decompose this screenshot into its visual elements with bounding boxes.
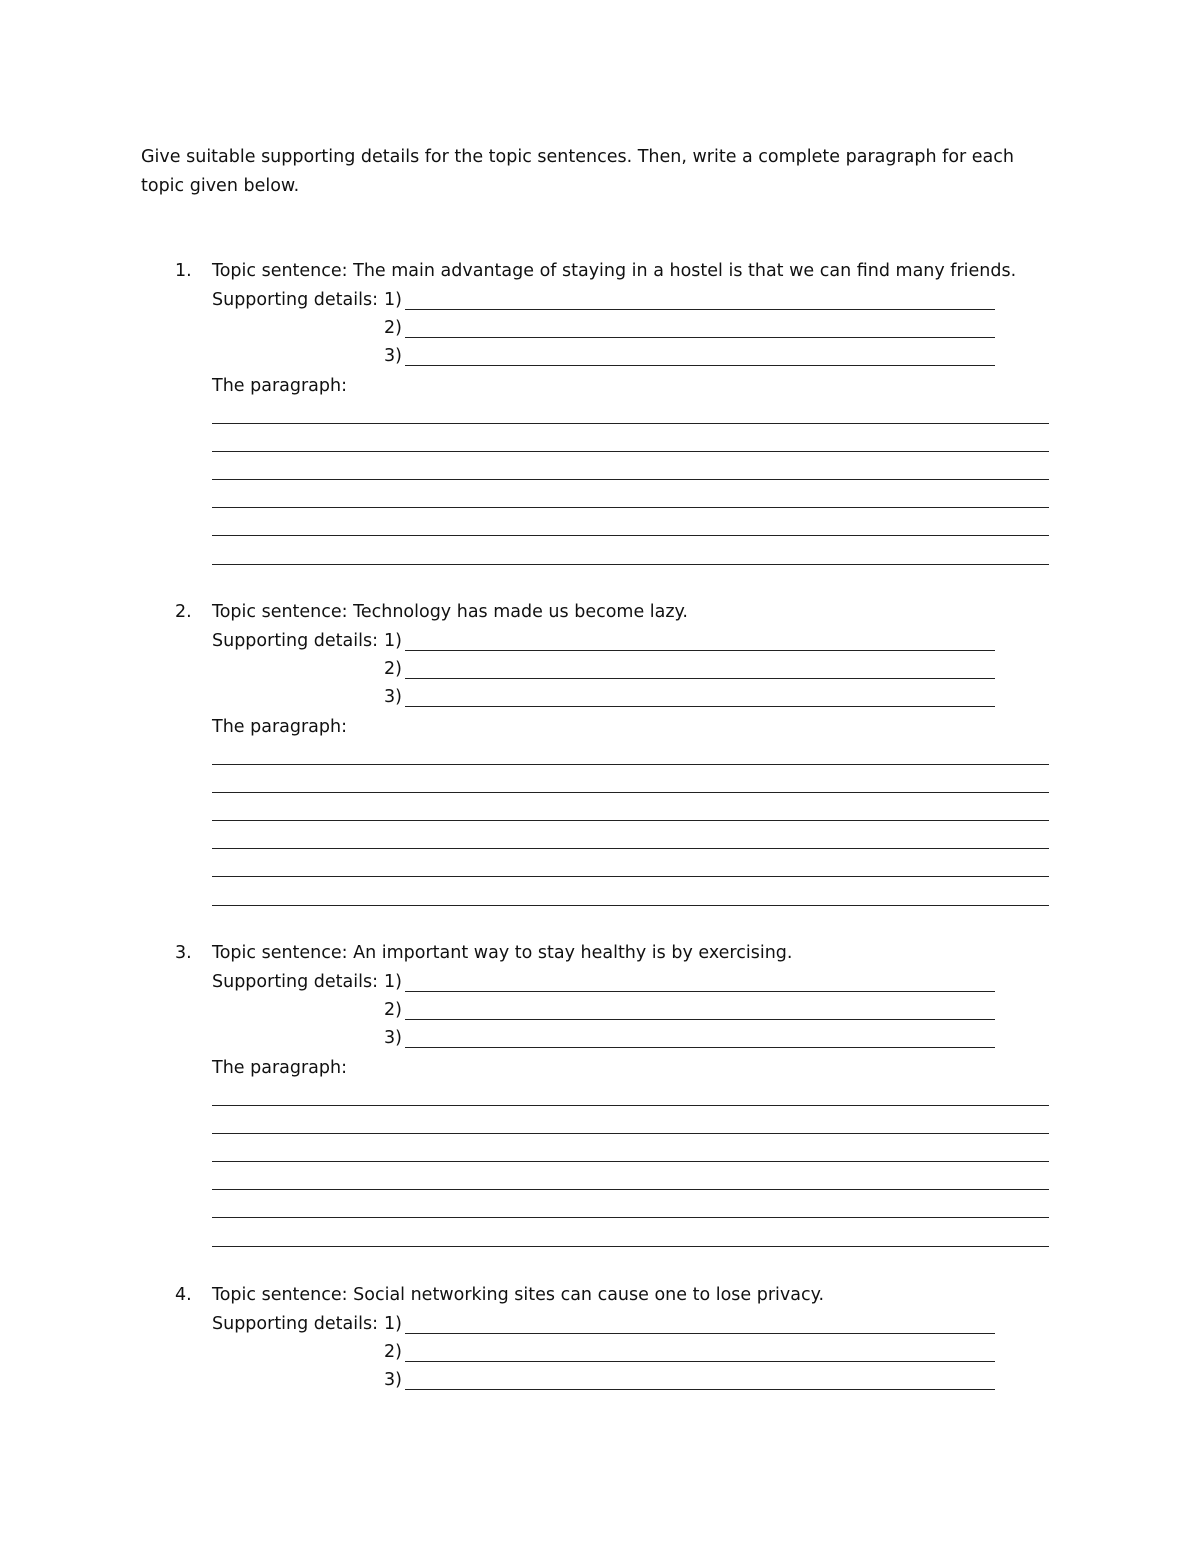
paragraph-answer-line[interactable] <box>212 535 1049 536</box>
supporting-detail-row <box>0 627 1200 655</box>
detail-number: 2) <box>384 1000 402 1020</box>
topic-prefix: Topic sentence: <box>212 1285 348 1305</box>
paragraph-label: The paragraph: <box>212 1058 347 1078</box>
item-number: 4. <box>175 1285 192 1305</box>
paragraph-answer-line[interactable] <box>212 1105 1049 1106</box>
paragraph-answer-line[interactable] <box>212 564 1049 565</box>
paragraph-answer-line[interactable] <box>212 820 1049 821</box>
paragraph-label: The paragraph: <box>212 717 347 737</box>
detail-number: 1) <box>384 290 402 310</box>
topic-text: The main advantage of staying in a hostel is that we can find many friends. <box>353 261 1017 281</box>
topic-prefix: Topic sentence: <box>212 943 348 963</box>
paragraph-answer-line[interactable] <box>212 905 1049 906</box>
detail-number: 1) <box>384 972 402 992</box>
detail-answer-line[interactable] <box>405 706 995 707</box>
detail-number: 1) <box>384 1314 402 1334</box>
topic-sentence <box>212 939 792 967</box>
paragraph-answer-line[interactable] <box>212 792 1049 793</box>
paragraph-answer-line[interactable] <box>212 479 1049 480</box>
detail-answer-line[interactable] <box>405 678 995 679</box>
detail-number: 3) <box>384 1028 402 1048</box>
detail-answer-line[interactable] <box>405 991 995 992</box>
paragraph-answer-line[interactable] <box>212 876 1049 877</box>
detail-answer-line[interactable] <box>405 1389 995 1390</box>
item-number: 1. <box>175 261 192 281</box>
paragraph-answer-line[interactable] <box>212 1217 1049 1218</box>
detail-answer-line[interactable] <box>405 309 995 310</box>
topic-sentence <box>212 598 688 626</box>
supporting-details-label: Supporting details: <box>212 1314 379 1334</box>
detail-number: 3) <box>384 346 402 366</box>
paragraph-answer-line[interactable] <box>212 764 1049 765</box>
item-number: 3. <box>175 943 192 963</box>
detail-answer-line[interactable] <box>405 650 995 651</box>
supporting-detail-row <box>0 996 1200 1024</box>
supporting-details-label: Supporting details: <box>212 631 379 651</box>
supporting-detail-row <box>0 1024 1200 1052</box>
supporting-details-label: Supporting details: <box>212 290 379 310</box>
detail-number: 3) <box>384 1370 402 1390</box>
paragraph-answer-line[interactable] <box>212 507 1049 508</box>
supporting-detail-row <box>0 1310 1200 1338</box>
item-number: 2. <box>175 602 192 622</box>
paragraph-answer-line[interactable] <box>212 451 1049 452</box>
detail-number: 2) <box>384 318 402 338</box>
paragraph-answer-line[interactable] <box>212 1246 1049 1247</box>
supporting-detail-row <box>0 1366 1200 1394</box>
detail-answer-line[interactable] <box>405 1361 995 1362</box>
topic-sentence <box>212 1281 824 1309</box>
detail-number: 2) <box>384 659 402 679</box>
topic-text: Social networking sites can cause one to lose privacy. <box>353 1285 825 1305</box>
topic-text: Technology has made us become lazy. <box>353 602 688 622</box>
paragraph-label: The paragraph: <box>212 376 347 396</box>
detail-answer-line[interactable] <box>405 365 995 366</box>
detail-answer-line[interactable] <box>405 1333 995 1334</box>
supporting-detail-row <box>0 683 1200 711</box>
detail-number: 2) <box>384 1342 402 1362</box>
paragraph-answer-line[interactable] <box>212 1133 1049 1134</box>
detail-number: 1) <box>384 631 402 651</box>
detail-answer-line[interactable] <box>405 1047 995 1048</box>
topic-sentence <box>212 257 1016 285</box>
supporting-detail-row <box>0 286 1200 314</box>
supporting-detail-row <box>0 1338 1200 1366</box>
supporting-detail-row <box>0 342 1200 370</box>
topic-prefix: Topic sentence: <box>212 602 348 622</box>
supporting-detail-row <box>0 314 1200 342</box>
supporting-detail-row <box>0 968 1200 996</box>
paragraph-answer-line[interactable] <box>212 423 1049 424</box>
detail-answer-line[interactable] <box>405 1019 995 1020</box>
topic-text: An important way to stay healthy is by exercising. <box>353 943 793 963</box>
topic-prefix: Topic sentence: <box>212 261 348 281</box>
paragraph-answer-line[interactable] <box>212 1161 1049 1162</box>
detail-answer-line[interactable] <box>405 337 995 338</box>
instructions-text: Give suitable supporting details for the topic sentences. Then, write a complete paragraph for each topic given below. <box>141 147 1014 196</box>
paragraph-answer-line[interactable] <box>212 848 1049 849</box>
detail-number: 3) <box>384 687 402 707</box>
supporting-details-label: Supporting details: <box>212 972 379 992</box>
paragraph-answer-line[interactable] <box>212 1189 1049 1190</box>
supporting-detail-row <box>0 655 1200 683</box>
